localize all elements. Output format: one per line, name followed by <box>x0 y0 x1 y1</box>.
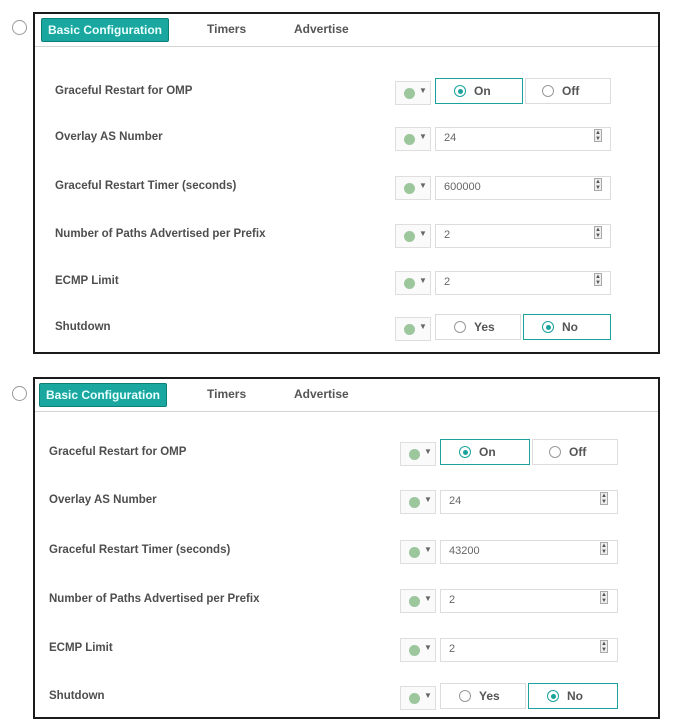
no-label: No <box>562 320 578 334</box>
yes-label: Yes <box>474 320 495 334</box>
scope-dropdown[interactable] <box>395 176 431 200</box>
spinner-icon[interactable]: ▲ ▼ <box>595 179 601 191</box>
row-overlay-as <box>35 124 658 154</box>
tab-bar <box>35 14 658 47</box>
scope-global-icon <box>404 183 415 194</box>
chevron-down-icon: ▼ <box>424 545 432 554</box>
restart-timer-input[interactable]: 43200 <box>440 540 618 564</box>
tab-timers[interactable]: Timers <box>207 387 247 401</box>
scope-dropdown[interactable] <box>400 442 436 466</box>
chevron-down-icon: ▼ <box>424 495 432 504</box>
scope-dropdown[interactable] <box>400 589 436 613</box>
option-1-radio[interactable] <box>12 20 27 35</box>
ecmp-limit-label: ECMP Limit <box>49 642 113 654</box>
spinner-icon[interactable]: ▲ ▼ <box>601 641 607 653</box>
shutdown-no[interactable] <box>528 683 618 709</box>
tab-advertise[interactable]: Advertise <box>294 387 349 401</box>
row-overlay-as <box>35 487 658 517</box>
restart-timer-label: Graceful Restart Timer (seconds) <box>55 180 237 192</box>
scope-global-icon <box>404 324 415 335</box>
scope-dropdown[interactable] <box>395 81 431 105</box>
answer-option-1 <box>0 0 675 360</box>
paths-advertised-input[interactable]: 2 <box>435 224 611 248</box>
chevron-down-icon: ▼ <box>424 643 432 652</box>
ecmp-limit-input[interactable]: 2 <box>440 638 618 662</box>
scope-global-icon <box>404 134 415 145</box>
radio-on-icon <box>454 85 466 97</box>
graceful-restart-on[interactable] <box>440 439 530 465</box>
off-label: Off <box>562 84 580 98</box>
scope-dropdown[interactable] <box>400 686 436 710</box>
graceful-restart-on[interactable] <box>435 78 523 104</box>
scope-global-icon <box>404 278 415 289</box>
overlay-as-input[interactable]: 24 <box>435 127 611 151</box>
scope-dropdown[interactable] <box>395 271 431 295</box>
chevron-down-icon: ▼ <box>419 181 427 190</box>
omp-config-panel <box>33 377 660 719</box>
chevron-down-icon: ▼ <box>419 276 427 285</box>
graceful-restart-off[interactable] <box>525 78 611 104</box>
row-paths-advertised <box>35 586 658 616</box>
row-paths-advertised <box>35 221 658 251</box>
radio-off-icon <box>542 85 554 97</box>
chevron-down-icon: ▼ <box>419 86 427 95</box>
scope-global-icon <box>404 88 415 99</box>
scope-dropdown[interactable] <box>400 540 436 564</box>
chevron-down-icon: ▼ <box>424 447 432 456</box>
radio-yes-icon <box>459 690 471 702</box>
option-2-radio[interactable] <box>12 386 27 401</box>
scope-global-icon <box>409 693 420 704</box>
scope-global-icon <box>404 231 415 242</box>
on-label: On <box>474 84 491 98</box>
answer-option-2 <box>0 365 675 721</box>
row-shutdown <box>35 683 658 713</box>
scope-global-icon <box>409 596 420 607</box>
scope-dropdown[interactable] <box>400 490 436 514</box>
yes-label: Yes <box>479 689 500 703</box>
spinner-icon[interactable]: ▲ ▼ <box>595 227 601 239</box>
scope-global-icon <box>409 449 420 460</box>
spinner-icon[interactable]: ▲ ▼ <box>595 274 601 286</box>
scope-dropdown[interactable] <box>395 127 431 151</box>
spinner-icon[interactable]: ▲ ▼ <box>601 592 607 604</box>
paths-advertised-label: Number of Paths Advertised per Prefix <box>55 228 266 240</box>
chevron-down-icon: ▼ <box>419 132 427 141</box>
shutdown-yes[interactable] <box>440 683 526 709</box>
restart-timer-input[interactable]: 600000 <box>435 176 611 200</box>
spinner-icon[interactable]: ▲ ▼ <box>601 543 607 555</box>
tab-advertise[interactable]: Advertise <box>294 22 349 36</box>
paths-advertised-label: Number of Paths Advertised per Prefix <box>49 593 260 605</box>
chevron-down-icon: ▼ <box>424 691 432 700</box>
spinner-icon[interactable]: ▲ ▼ <box>595 130 601 142</box>
scope-dropdown[interactable] <box>400 638 436 662</box>
ecmp-limit-input[interactable]: 2 <box>435 271 611 295</box>
chevron-down-icon: ▼ <box>419 322 427 331</box>
overlay-as-label: Overlay AS Number <box>55 131 163 143</box>
paths-advertised-input[interactable]: 2 <box>440 589 618 613</box>
overlay-as-input[interactable]: 24 <box>440 490 618 514</box>
row-ecmp-limit <box>35 268 658 298</box>
overlay-as-label: Overlay AS Number <box>49 494 157 506</box>
on-label: On <box>479 445 496 459</box>
graceful-restart-label: Graceful Restart for OMP <box>55 85 193 97</box>
radio-off-icon <box>549 446 561 458</box>
chevron-down-icon: ▼ <box>419 229 427 238</box>
tab-timers[interactable]: Timers <box>207 22 247 36</box>
omp-config-panel <box>33 12 660 354</box>
shutdown-yes[interactable] <box>435 314 521 340</box>
graceful-restart-label: Graceful Restart for OMP <box>49 446 187 458</box>
scope-global-icon <box>409 645 420 656</box>
row-graceful-restart <box>35 439 658 469</box>
row-restart-timer <box>35 537 658 567</box>
ecmp-limit-label: ECMP Limit <box>55 275 119 287</box>
row-shutdown <box>35 314 658 344</box>
graceful-restart-off[interactable] <box>532 439 618 465</box>
spinner-icon[interactable]: ▲ ▼ <box>601 493 607 505</box>
radio-on-icon <box>459 446 471 458</box>
tab-basic-configuration[interactable]: Basic Configuration <box>39 383 167 407</box>
tab-basic-configuration[interactable]: Basic Configuration <box>41 18 169 42</box>
scope-dropdown[interactable] <box>395 224 431 248</box>
shutdown-label: Shutdown <box>49 690 105 702</box>
radio-no-icon <box>542 321 554 333</box>
shutdown-label: Shutdown <box>55 321 111 333</box>
no-label: No <box>567 689 583 703</box>
radio-yes-icon <box>454 321 466 333</box>
scope-global-icon <box>409 547 420 558</box>
off-label: Off <box>569 445 587 459</box>
chevron-down-icon: ▼ <box>424 594 432 603</box>
row-graceful-restart <box>35 78 658 108</box>
tab-bar <box>35 379 658 412</box>
radio-no-icon <box>547 690 559 702</box>
scope-dropdown[interactable] <box>395 317 431 341</box>
row-ecmp-limit <box>35 635 658 665</box>
scope-global-icon <box>409 497 420 508</box>
row-restart-timer <box>35 173 658 203</box>
shutdown-no[interactable] <box>523 314 611 340</box>
restart-timer-label: Graceful Restart Timer (seconds) <box>49 544 231 556</box>
